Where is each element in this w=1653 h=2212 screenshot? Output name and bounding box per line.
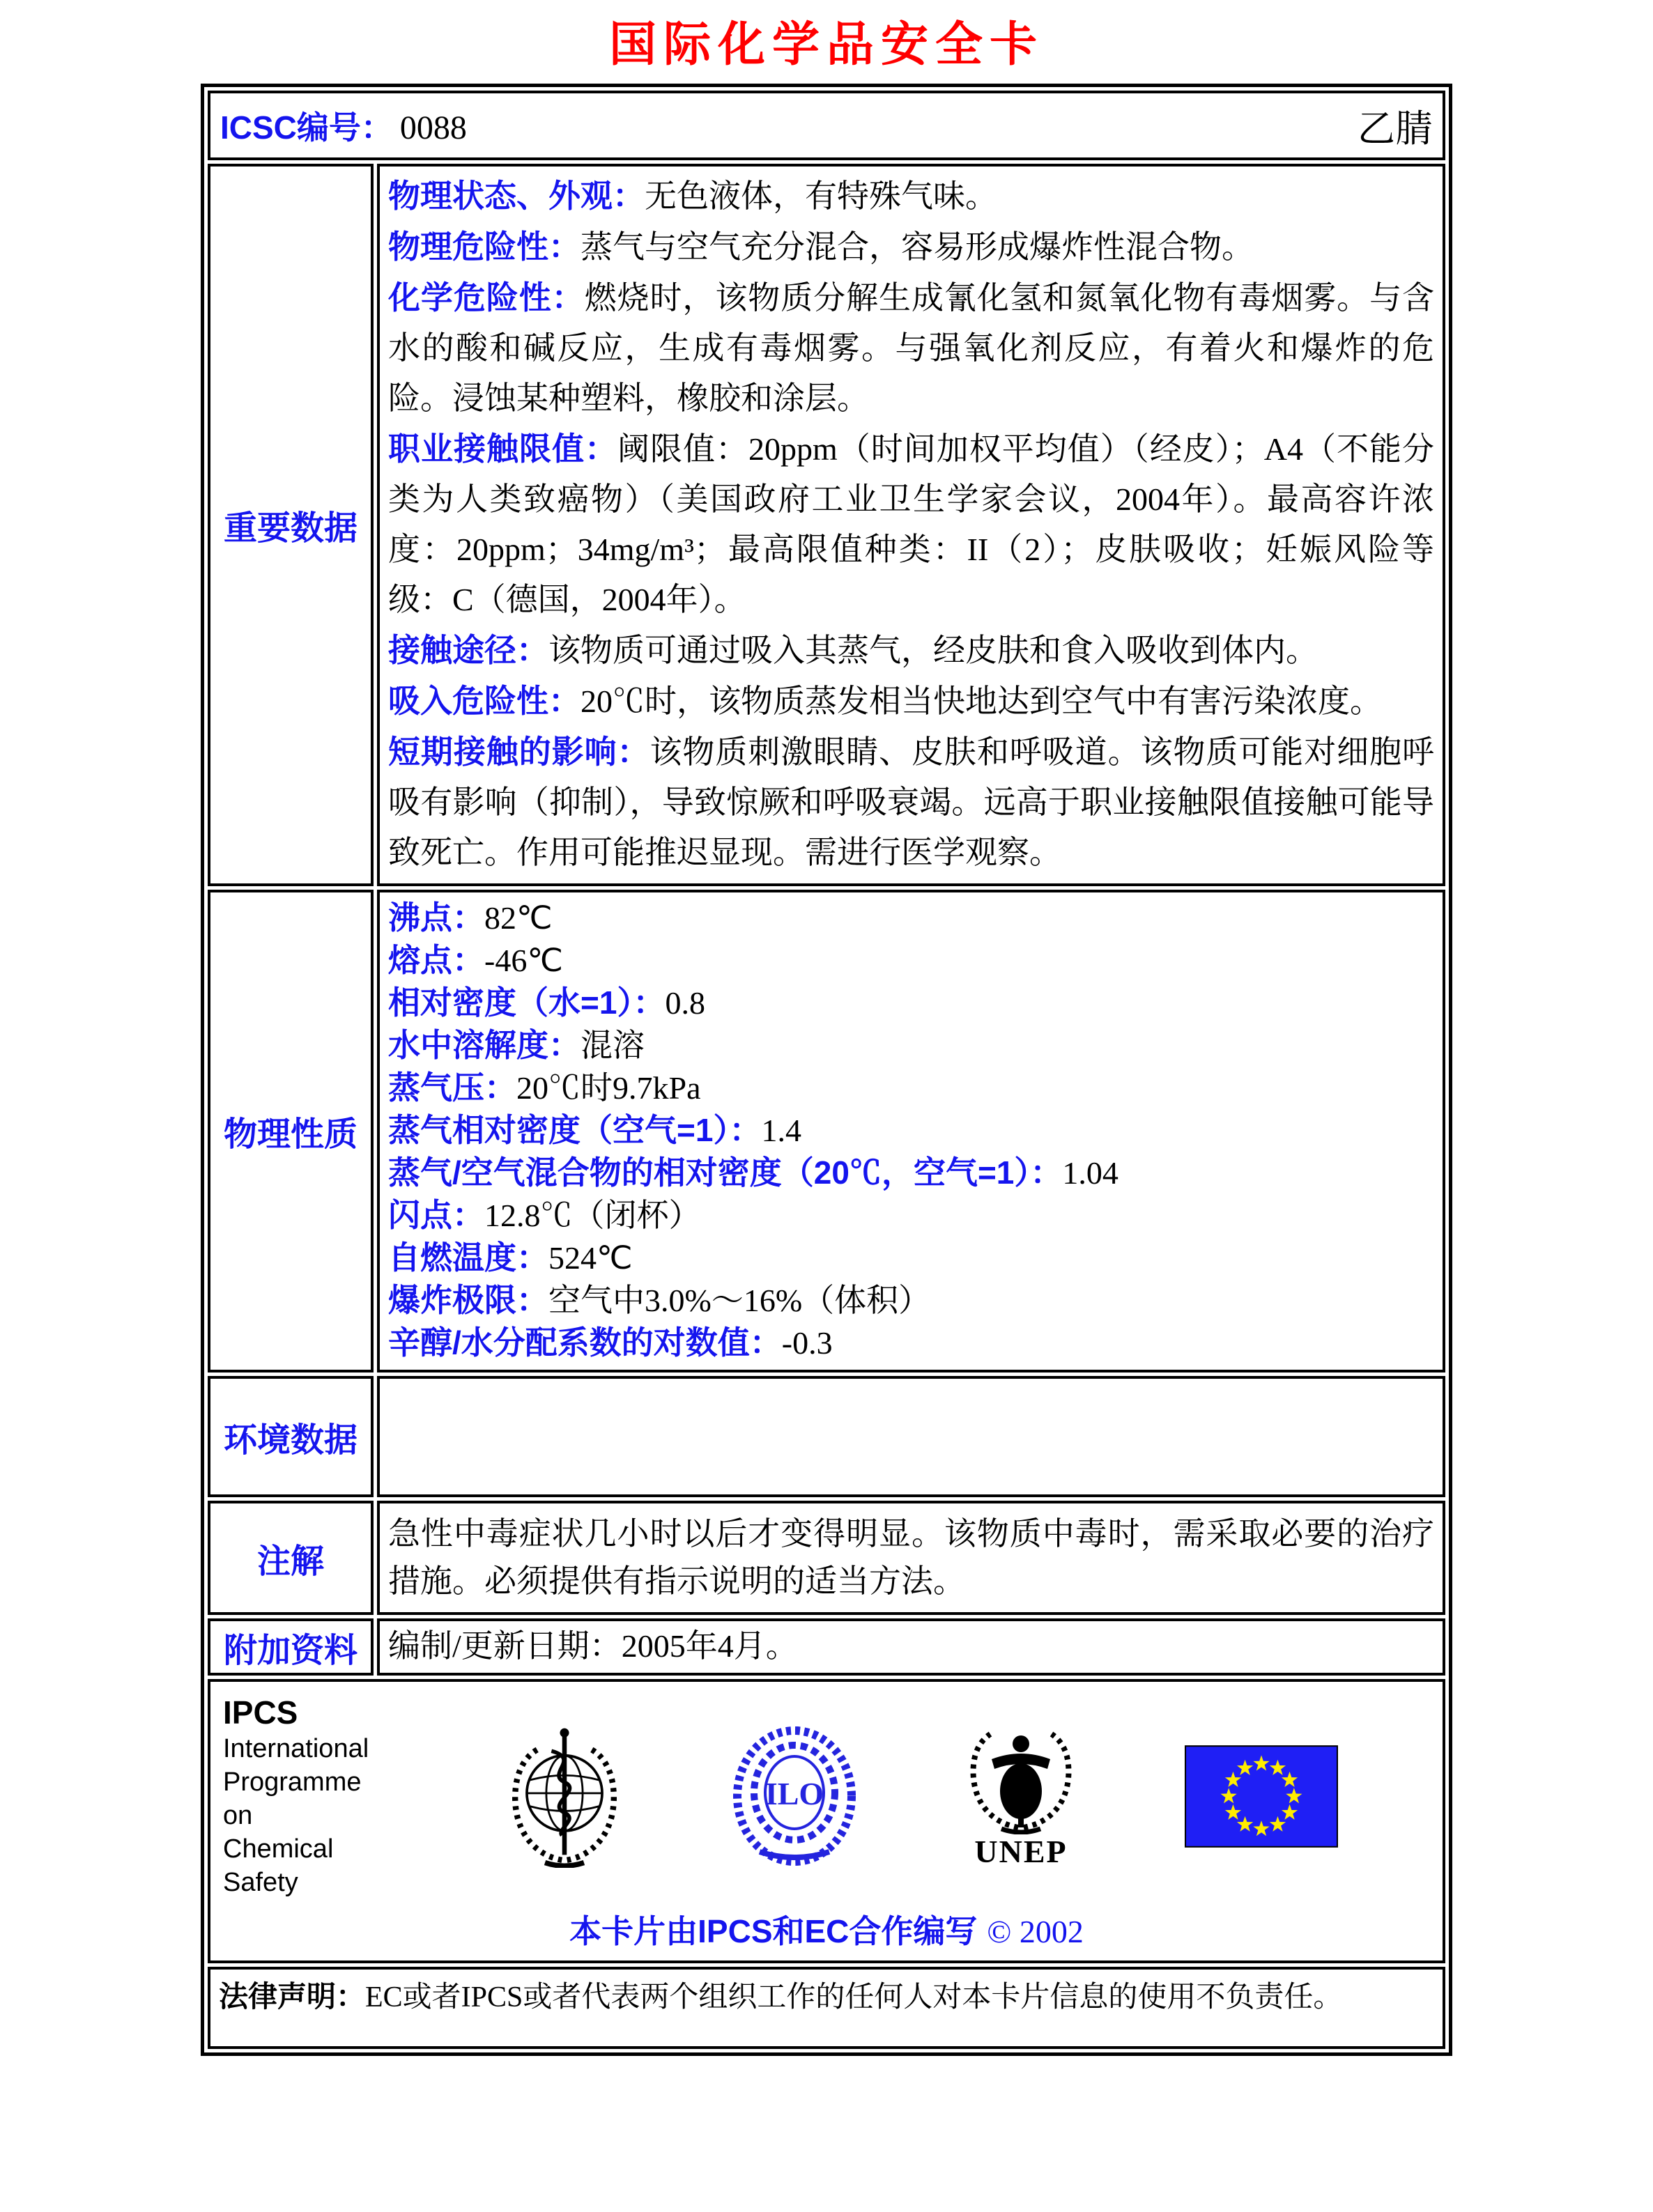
ipcs-acronym: IPCS — [223, 1694, 298, 1731]
additional-info-content — [377, 1618, 1445, 1676]
additional-info-text: 编制/更新日期：2005年4月。 — [388, 1628, 798, 1664]
icsc-value: 0088 — [399, 109, 467, 146]
property-line — [388, 1322, 1434, 1364]
property-value: 12.8℃（闭杯） — [484, 1198, 701, 1233]
section-label-important-data: 重要数据 — [208, 164, 374, 886]
unep-logo-icon — [958, 1723, 1084, 1834]
logos-row — [208, 1679, 1445, 1963]
legal-row — [208, 1967, 1445, 2049]
environmental-data-row — [208, 1376, 1445, 1497]
section-label-additional-info: 附加资料 — [208, 1618, 374, 1676]
property-label: 爆炸极限： — [388, 1282, 548, 1318]
property-value: 524℃ — [548, 1240, 633, 1276]
field-value: 燃烧时，该物质分解生成氰化氢和氮氧化物有毒烟雾。与含水的酸和碱反应，生成有毒烟雾。与强氧化剂反应，有着火和爆炸的危险。浸蚀某种塑料，橡胶和涂层。 — [388, 280, 1435, 416]
property-line — [388, 897, 1434, 939]
header-row — [208, 91, 1445, 160]
copyright-text: © 2002 — [987, 1914, 1084, 1949]
physical-properties-content — [377, 890, 1445, 1372]
icsc-label: ICSC编号： — [220, 109, 393, 146]
property-label: 辛醇/水分配系数的对数值： — [388, 1324, 782, 1361]
property-value: 1.4 — [761, 1113, 801, 1148]
notes-row — [208, 1501, 1445, 1615]
eu-flag-icon — [1185, 1745, 1338, 1848]
property-line — [388, 1109, 1434, 1152]
property-line — [388, 1237, 1434, 1279]
property-label: 熔点： — [388, 942, 484, 978]
card-caption — [210, 1906, 1443, 1952]
icsc-number-group — [220, 102, 467, 148]
field-value: 20℃时，该物质蒸发相当快地达到空气中有害污染浓度。 — [581, 683, 1382, 719]
property-value: -46℃ — [484, 943, 563, 978]
safety-card-table — [201, 84, 1452, 2056]
legal-cell — [208, 1967, 1445, 2049]
notes-text: 急性中毒症状几小时以后才变得明显。该物质中毒时，需采取必要的治疗措施。必须提供有指示说明的适当方法。 — [388, 1516, 1434, 1599]
data-line — [388, 676, 1434, 727]
field-label: 化学危险性： — [388, 279, 585, 316]
ilo-logo-icon — [732, 1726, 857, 1866]
property-label: 蒸气/空气混合物的相对密度（20℃，空气=1）： — [388, 1154, 1063, 1191]
property-label: 蒸气相对密度（空气=1）： — [388, 1112, 762, 1148]
important-data-row — [208, 164, 1445, 886]
data-line — [388, 171, 1434, 222]
field-label: 职业接触限值： — [388, 431, 617, 467]
property-label: 蒸气压： — [388, 1069, 516, 1106]
property-value: 0.8 — [665, 985, 705, 1021]
data-line — [388, 727, 1434, 878]
field-label: 物理危险性： — [388, 229, 581, 265]
section-label-notes: 注解 — [208, 1501, 374, 1615]
section-label-environmental-data: 环境数据 — [208, 1376, 374, 1497]
field-label: 短期接触的影响： — [388, 734, 650, 770]
field-value: 蒸气与空气充分混合，容易形成爆炸性混合物。 — [581, 229, 1254, 265]
property-label: 自燃温度： — [388, 1239, 548, 1276]
ipcs-text-block — [223, 1693, 397, 1899]
property-line — [388, 1279, 1434, 1322]
ipcs-line-1: International — [223, 1734, 369, 1763]
property-line — [388, 982, 1434, 1024]
ipcs-line-2: Programme on — [223, 1768, 362, 1830]
property-line — [388, 939, 1434, 982]
legal-text: EC或者IPCS或者代表两个组织工作的任何人对本卡片信息的使用不负责任。 — [365, 1981, 1343, 2013]
data-line — [388, 222, 1434, 272]
additional-info-row — [208, 1618, 1445, 1676]
environmental-data-content — [377, 1376, 1445, 1497]
property-value: 82℃ — [484, 900, 553, 936]
ilo-label: ILO — [764, 1776, 824, 1811]
property-value: -0.3 — [781, 1325, 833, 1361]
property-value: 20℃时9.7kPa — [516, 1070, 701, 1106]
logos-strip — [210, 1682, 1443, 1899]
data-line — [388, 625, 1434, 676]
field-label: 吸入危险性： — [388, 683, 581, 719]
caption-text: 本卡片由IPCS和EC合作编写 — [569, 1913, 978, 1949]
field-value: 该物质刺激眼睛、皮肤和呼吸道。该物质可能对细胞呼吸有影响（抑制），导致惊厥和呼吸衰竭。远高于职业接触限值接触可能导致死亡。作用可能推迟显现。需进行医学观察。 — [388, 734, 1435, 870]
field-label: 物理状态、外观： — [388, 178, 645, 214]
property-label: 沸点： — [388, 899, 484, 936]
field-value: 阈限值：20ppm（时间加权平均值）（经皮）；A4（不能分类为人类致癌物）（美国政府工业卫生学家会议，2004年）。最高容许浓度：20ppm；34mg/m³；最高限值种类：II（2）；皮肤吸收；妊娠风险等级：C（德国，2004年）。 — [388, 431, 1434, 617]
who-logo-icon — [498, 1725, 631, 1868]
property-line — [388, 1152, 1434, 1194]
property-label: 闪点： — [388, 1197, 484, 1233]
property-value: 空气中3.0%～16%（体积） — [548, 1283, 931, 1318]
property-line — [388, 1194, 1434, 1237]
unep-label: UNEP — [974, 1834, 1068, 1869]
property-value: 混溶 — [581, 1028, 645, 1063]
chemical-name: 乙腈 — [1358, 107, 1433, 150]
header-cell — [208, 91, 1445, 160]
property-label: 相对密度（水=1）： — [388, 984, 666, 1021]
field-value: 该物质可通过吸入其蒸气，经皮肤和食入吸收到体内。 — [548, 633, 1318, 668]
notes-content — [377, 1501, 1445, 1615]
important-data-content — [377, 164, 1445, 886]
field-value: 无色液体，有特殊气味。 — [645, 178, 997, 214]
section-label-physical-properties: 物理性质 — [208, 890, 374, 1372]
legal-label: 法律声明： — [219, 1980, 366, 2013]
property-label: 水中溶解度： — [388, 1027, 581, 1063]
logos-cell — [208, 1679, 1445, 1963]
data-line — [388, 272, 1434, 424]
data-line — [388, 424, 1434, 625]
property-line — [388, 1024, 1434, 1067]
page-title: 国际化学品安全卡 — [608, 18, 1044, 71]
field-label: 接触途径： — [388, 632, 548, 668]
physical-properties-row — [208, 890, 1445, 1372]
property-value: 1.04 — [1062, 1155, 1118, 1191]
legal-notice — [219, 1978, 1434, 2016]
ipcs-line-3: Chemical Safety — [223, 1834, 334, 1897]
unep-logo-block — [958, 1723, 1084, 1869]
property-line — [388, 1067, 1434, 1109]
